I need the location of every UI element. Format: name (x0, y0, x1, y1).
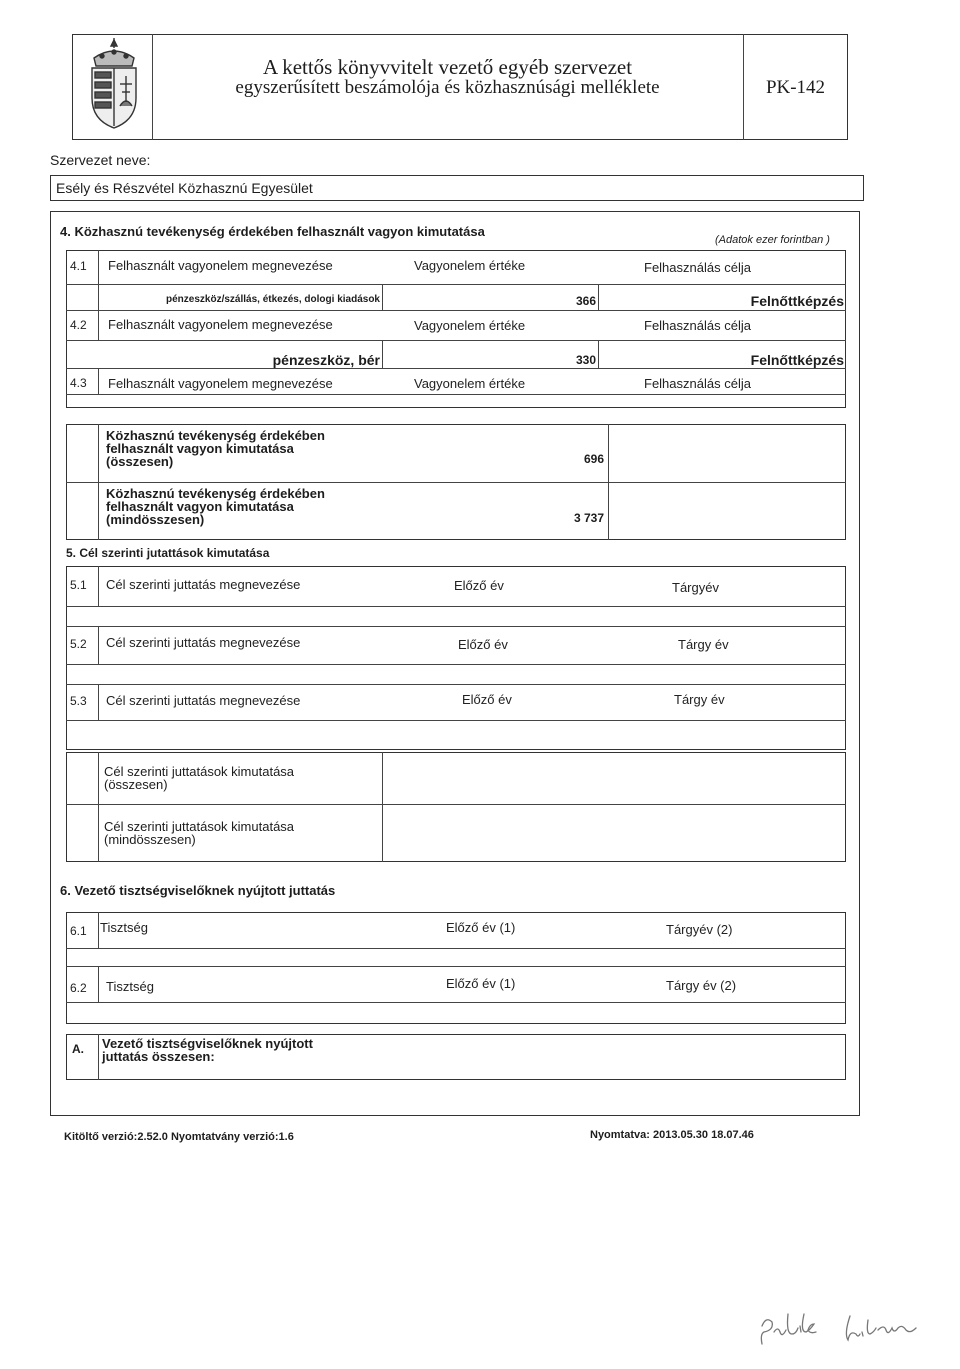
s4-grand-label-line2: felhasznált vagyon kimutatása (106, 499, 294, 514)
header-title-line2: egyszerűsített beszámolója és közhasznúsági melléklete (235, 77, 660, 98)
s6-total-label-line1: Vezető tisztségviselőknek nyújtott (102, 1036, 313, 1051)
s6-row2-name-header: Tisztség (106, 979, 154, 994)
s4-total-label-line2: felhasznált vagyon kimutatása (106, 441, 294, 456)
s6-row1-name-header: Tisztség (100, 920, 148, 935)
s4-row1-name-header: Felhasznált vagyonelem megnevezése (108, 258, 333, 273)
s4-row2-name-header: Felhasznált vagyonelem megnevezése (108, 317, 333, 332)
s5-table (66, 566, 846, 750)
footer-printed: Nyomtatva: 2013.05.30 18.07.46 (590, 1129, 754, 1141)
s4-row1-value: 366 (575, 294, 596, 308)
s4-total-value: 696 (583, 452, 604, 466)
s5-row2-name-header: Cél szerinti juttatás megnevezése (106, 635, 301, 650)
s6-row1-prev-header: Előző év (1) (446, 920, 516, 935)
s4-row1-value-header: Vagyonelem értéke (414, 258, 526, 273)
form-code: PK-142 (765, 77, 826, 98)
s6-row2-curr-header: Tárgy év (2) (666, 978, 737, 993)
org-label: Szervezet neve: (50, 152, 151, 168)
coat-of-arms-icon (84, 36, 144, 132)
s4-row2-purpose-header: Felhasználás célja (644, 318, 751, 333)
s5-row2-prev-header: Előző év (458, 637, 508, 652)
s4-grand-label-line1: Közhasznú tevékenység érdekében (106, 486, 325, 501)
section4-title: 4. Közhasznú tevékenység érdekében felhasznált vagyon kimutatása (60, 224, 485, 239)
s4-grand-value: 3 737 (573, 511, 604, 525)
s5-row3-name-header: Cél szerinti juttatás megnevezése (106, 693, 301, 708)
s4-row3-value-header: Vagyonelem értéke (414, 376, 526, 391)
s6-total-label-line2: juttatás összesen: (102, 1049, 215, 1064)
s4-row1-purpose-header: Felhasználás célja (644, 260, 751, 275)
s4-row2-name: pénzeszköz, bér (272, 352, 380, 368)
s6-row2-num: 6.2 (70, 981, 87, 995)
s4-row2-num: 4.2 (70, 318, 87, 332)
s5-grand-label-line1: Cél szerinti juttatások kimutatása (104, 819, 295, 834)
s5-row3-curr-header: Tárgy év (674, 692, 725, 707)
s6-row2-prev-header: Előző év (1) (446, 976, 516, 991)
s4-grand-label-line3: (mindösszesen) (106, 512, 205, 527)
s6-total-num: A. (72, 1042, 84, 1056)
s4-row2-purpose: Felnőttképzés (750, 352, 844, 368)
s4-row3-purpose-header: Felhasználás célja (644, 376, 751, 391)
s5-row3-prev-header: Előző év (462, 692, 512, 707)
s5-row2-curr-header: Tárgy év (678, 637, 729, 652)
s4-row1-num: 4.1 (70, 259, 87, 273)
s5-row1-curr-header: Tárgyév (672, 580, 719, 595)
s5-grand-label-line2: (mindösszesen) (104, 832, 196, 847)
section6-title: 6. Vezető tisztségviselőknek nyújtott juttatás (60, 883, 336, 898)
footer-version: Kitöltő verzió:2.52.0 Nyomtatvány verzió:1.6 (64, 1131, 294, 1143)
s5-row1-prev-header: Előző év (454, 578, 504, 593)
header-title-line1: A kettős könyvvitelt vezető egyéb szervezet (262, 55, 633, 79)
s5-total-label-line1: Cél szerinti juttatások kimutatása (104, 764, 295, 779)
s5-row1-num: 5.1 (70, 578, 87, 592)
s6-row1-curr-header: Tárgyév (2) (666, 922, 733, 937)
section5-title: 5. Cél szerinti jutattások kimutatása (66, 546, 270, 560)
s4-total-label-line3: (összesen) (106, 454, 174, 469)
s4-total-label-line1: Közhasznú tevékenység érdekében (106, 428, 325, 443)
s6-row1-num: 6.1 (70, 924, 87, 938)
s4-row3-name-header: Felhasznált vagyonelem megnevezése (108, 376, 333, 391)
org-name: Esély és Részvétel Közhasznú Egyesület (56, 180, 313, 196)
s4-row2-value-header: Vagyonelem értéke (414, 318, 526, 333)
handwritten-signature (756, 1300, 936, 1360)
s5-row1-name-header: Cél szerinti juttatás megnevezése (106, 577, 301, 592)
unit-note: (Adatok ezer forintban ) (715, 234, 830, 246)
s5-row2-num: 5.2 (70, 637, 87, 651)
s4-row1-name: pénzeszköz/szállás, étkezés, dologi kiadások (166, 294, 380, 305)
s5-total-label-line2: (összesen) (104, 777, 168, 792)
s5-row3-num: 5.3 (70, 694, 87, 708)
s4-row3-num: 4.3 (70, 376, 87, 390)
s4-row1-purpose: Felnőttképzés (750, 293, 844, 309)
s4-row2-value: 330 (575, 353, 596, 367)
